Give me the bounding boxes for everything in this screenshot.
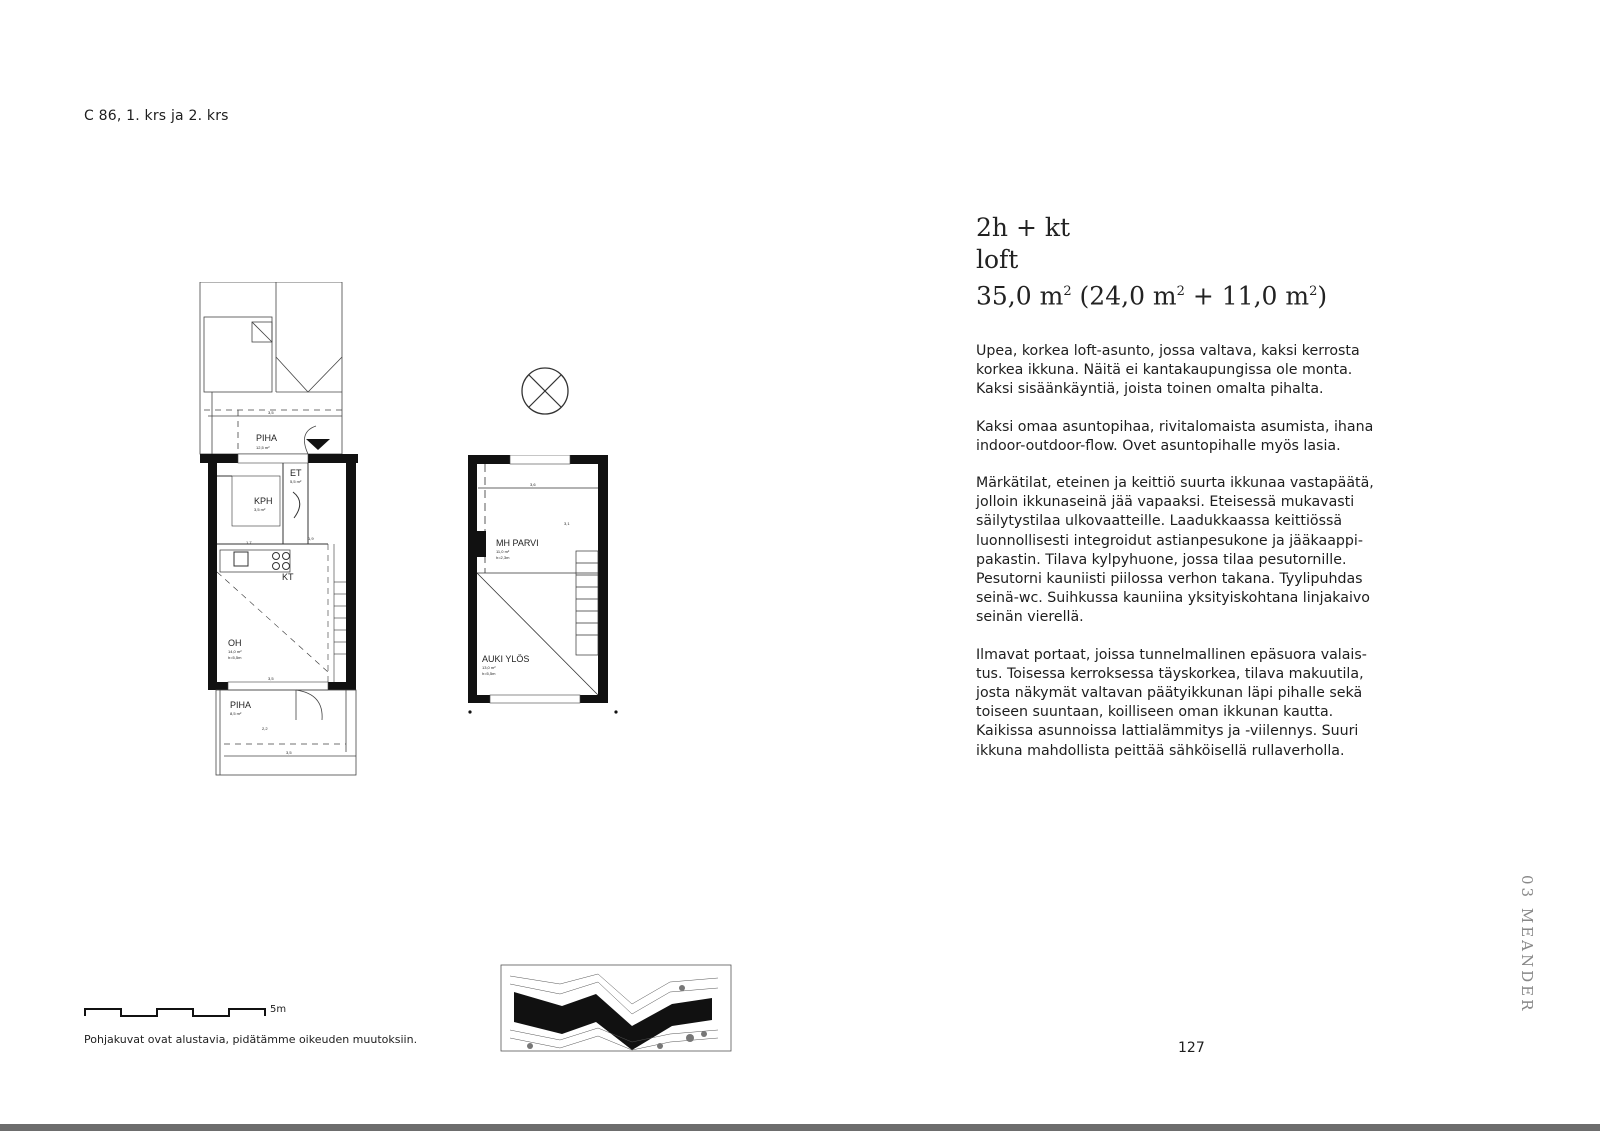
paragraph-intro: Upea, korkea loft-asunto, jossa valtava, kaksi kerrosta korkea ikkuna. Näitä ei kantakaupungissa ole monta. Kaksi sisäänkäyntiä, joista toinen omalta pihalta. [976,343,1360,398]
room-area-piha-bottom: 8,5 m² [230,711,242,716]
floor-plan-1-2 [198,282,368,777]
dim-top-width: 3,5 [268,410,274,415]
disclaimer: Pohjakuvat ovat alustavia, pidätämme oikeuden muutoksiin. [84,1033,418,1046]
loft-staircase [576,551,598,655]
entrance-arrow-icon [306,439,330,450]
room-label-piha-top: PIHA [256,433,278,443]
room-label-auki-ylos: AUKI YLÖS [482,654,530,664]
dim-hall-width: 1,9 [308,536,314,541]
vertical-brand-label: 03 MEANDER [1518,875,1536,1014]
page-number: 127 [1178,1040,1205,1056]
dim-inner-width: 3,5 [268,676,274,681]
unit-label: C 86, 1. krs ja 2. krs [84,108,229,124]
room-label-kt: KT [282,572,294,582]
paragraph-stairs-loft: Ilmavat portaat, joissa tunnelmallinen epäsuora valais- tus. Toisessa kerroksessa täyskorkea, tilava makuutila, josta näkymät valtavan päätyikkunan läpi pihalle sekä toiseen suuntaan, koilliseen oman ikkunan kautta. Kaikissa asunnoissa lattialämmitys ja -viilennys. Suuri ikkuna mahdollista peittää sähköisellä rullaverholla. [976,646,1367,759]
room-area-auki-ylos: 13,0 m² [482,665,496,670]
room-area-piha-top: 12,5 m² [256,445,270,450]
apartment-heading [976,212,1327,312]
apartment-area: 35,0 $m^2$ (24,0 $m^2 + 11,0$ $m^2$) [976,281,1328,311]
dim-loft-width: 3,6 [530,482,536,487]
room-area-kph: 3,5 m² [254,507,266,512]
top-yard-area [200,282,342,454]
paragraph-yards: Kaksi omaa asuntopihaa, rivitalomaista asumista, ihana indoor-outdoor-flow. Ovet asuntopihalle myös lasia. [976,418,1374,454]
floor-plan-loft [460,455,620,715]
room-height-auki-ylos: h=5,5m [482,671,496,676]
room-area-mh-parvi: 11,0 m² [496,549,510,554]
paragraph-kitchen-bath: Märkätilat, eteinen ja keittiö suurta ikkunaa vastapäätä, jolloin ikkunaseinä jää vapaaksi. Eteisessä mukavasti säilytystilaa ulkovaatteille. Laadukkaassa keittiössä luonnollisesti integroidut astianpesukone ja jääkaappi- pakastin. Tilava kylpyhuone, jossa tilaa pesutornille. Pesutorni kauniisti piilossa verhon takana. Tyylipuhdas seinä-wc. Suihkussa kauniina yksityiskohtana linjakaivo seinän vierellä. [976,475,1374,626]
description [976,342,1396,779]
dim-loft-depth: 3,1 [564,521,570,526]
north-arrow-compass-icon [520,366,570,416]
scale-label: 5m [270,1004,287,1015]
apartment-type: 2h + kt [976,213,1071,242]
dim-kitchen-width: 1,7 [246,540,252,545]
room-label-et: ET [290,468,302,478]
site-plan-thumbnail [500,964,736,1054]
room-area-et: 5,5 m² [290,479,302,484]
dim-side-depth: 2,2 [262,726,268,731]
dim-bottom-width: 3,5 [286,750,292,755]
room-height-oh: h=5,5m [228,655,242,660]
apartment-subtype: loft [976,245,1019,274]
room-label-piha-bottom: PIHA [230,700,252,710]
scan-edge [0,1124,1600,1131]
room-area-oh: 14,0 m² [228,649,242,654]
room-label-kph: KPH [254,496,273,506]
room-height-mh-parvi: h=2,3m [496,555,510,560]
room-label-oh: OH [228,638,242,648]
scale-bar [84,1000,269,1020]
staircase [334,582,346,654]
room-label-mh-parvi: MH PARVI [496,538,539,548]
